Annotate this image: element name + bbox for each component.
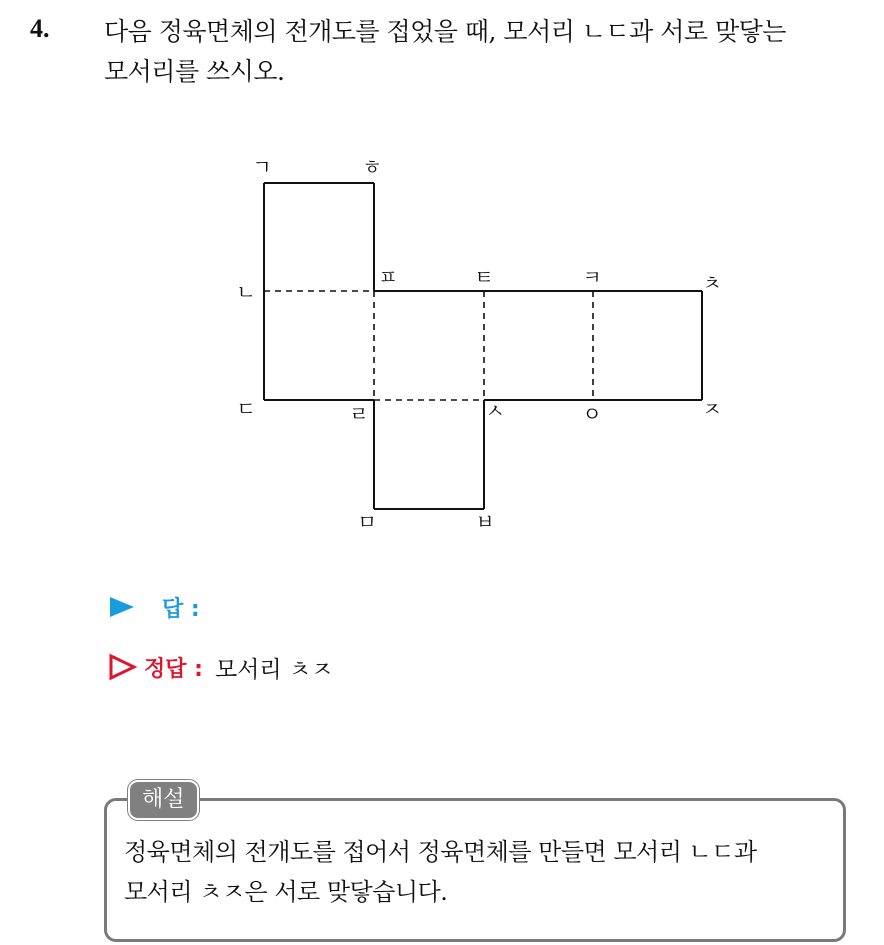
label-p: ㅍ: [378, 265, 398, 289]
label-b: ㅂ: [475, 510, 495, 534]
explanation-line-2: 모서리 ㅊㅈ은 서로 맞닿습니다.: [124, 878, 448, 906]
label-j: ㅈ: [702, 397, 722, 421]
label-h: ㅎ: [362, 155, 382, 179]
answer-row: [108, 590, 200, 624]
label-t: ㅌ: [474, 265, 494, 289]
label-s: ㅅ: [485, 399, 505, 423]
label-n: ㄴ: [236, 280, 256, 304]
question-number: 4.: [30, 14, 50, 43]
question-line-2: 모서리를 쓰시오.: [104, 57, 285, 86]
filled-triangle-icon: [108, 595, 136, 619]
label-g: ㄱ: [252, 155, 272, 179]
label-m: ㅁ: [357, 510, 377, 534]
explanation-text: [124, 832, 824, 912]
label-ch: ㅊ: [702, 271, 722, 295]
answer-label: 답 :: [162, 596, 200, 622]
correct-answer-value: 모서리 ㅊㅈ: [214, 656, 334, 683]
correct-answer-label: 정답 :: [144, 656, 203, 682]
label-r: ㄹ: [349, 402, 369, 426]
outline-triangle-icon: [108, 653, 138, 681]
label-d: ㄷ: [236, 397, 256, 421]
label-k: ㅋ: [582, 265, 602, 289]
correct-answer-row: [108, 648, 333, 686]
explanation-line-1: 정육면체의 전개도를 접어서 정육면체를 만들면 모서리 ㄴㄷ과: [124, 838, 757, 866]
question-line-1: 다음 정육면체의 전개도를 접었을 때, 모서리 ㄴㄷ과 서로 맞닿는: [104, 17, 786, 46]
label-o: ㅇ: [582, 402, 602, 426]
explanation-tag: 해설: [128, 780, 199, 820]
